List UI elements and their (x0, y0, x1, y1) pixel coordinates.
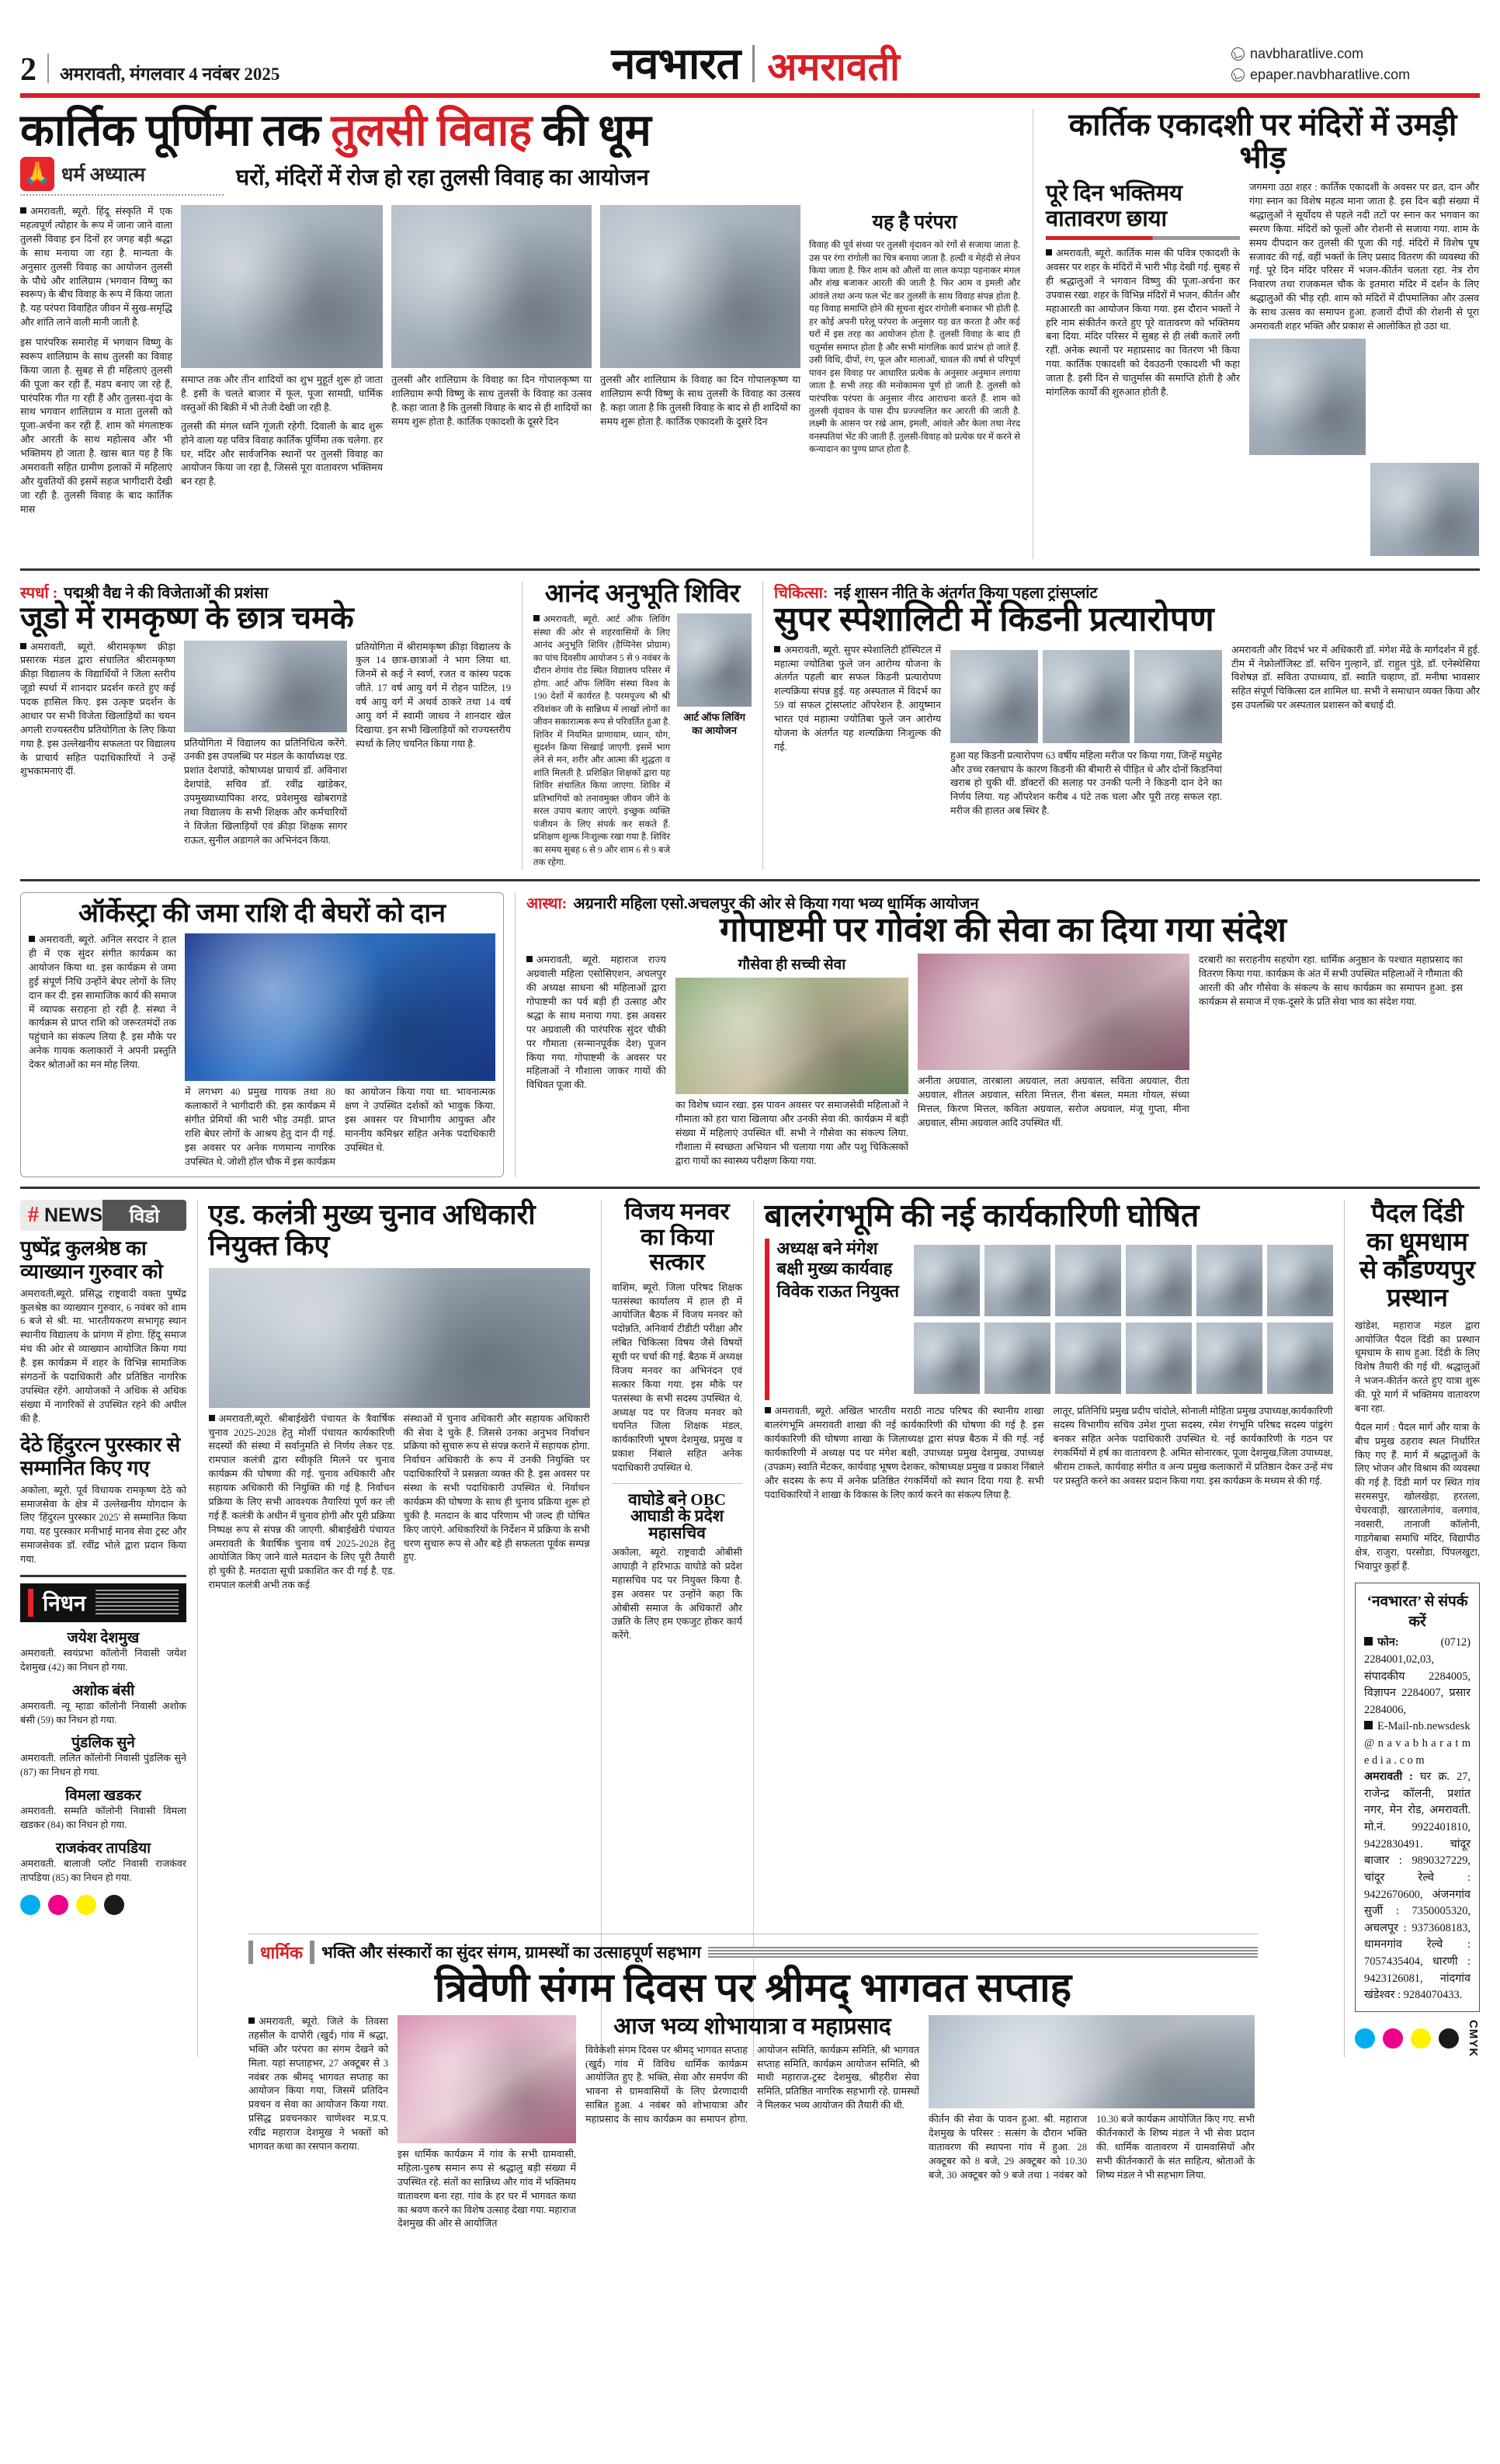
kalantri-photo (209, 1268, 590, 1408)
magenta-dot-icon (1383, 2028, 1403, 2049)
balrangbhumi-headline: बालरंगभूमि की नई कार्यकारिणी घोषित (764, 1197, 1200, 1234)
magenta-dot-icon (48, 1895, 68, 1915)
masthead-urls (1231, 43, 1480, 85)
dindi-col2: पैदल मार्ग : पैदल मार्ग और यात्रा के बीच प्रमुख ठहराव स्थल निर्धारित किए गए हैं. मार्ग में श्रद्धालुओं के लिए भोजन और विश्राम की व्यवस्था की गई है. दिंडी मार्ग पर स्थित गांव सरमसपुर, खोलखेड़ा, हरतला, चेचरवाड़ी, खारतालेगांव, वलगांव, नवसारी, तानाजी कॉलोनी, गाडगेबाबा समाधि मंदिर, विद्यापीठ क्षेत्र, राजुरा, परसोडा, पिंपलखुटा, भिवापुर कुर्हा हैं. (1355, 1421, 1481, 1572)
namaste-icon: 🙏 (20, 157, 54, 191)
lead-photo-3 (600, 205, 800, 368)
kalantri-col1: अमरावती,ब्यूरो. श्रीबाईखेरी पंचायत के त्रैवार्षिक चुनाव 2025-2028 हेतु मोर्शी पंचायत कार्यकारिणी सदस्यों की संस्था में सर्वानुमति से निर्णय लेकर एड. रामपाल कलंत्री द्वारा स्वीकृति मिलने पर चुनाव कार्यक्रम की घोषणा की गई. चुनाव अधिकारी और सहायक अधिकारी की नियुक्ति की गई है. निर्वाचन प्रक्रिया के लिए सभी आवश्यक तैयारियां पूर्ण कर ली गई हैं. कलंत्री के अधीन में चुनाव होगी और पूरी प्रक्रिया निष्पक्ष रूप से संपन्न की जाएगी. श्रीबाईखेरी पंचायत अमरावती के त्रैवार्षिक चुनाव वर्ष 2025-2028 हेतु आयोजित किए जाने वाले मतदान के लिए पूरी तैयारी हो चुकी है. मतदाता सूची प्रकाशित कर दी गई है. एड. रामपाल कलंत्री अभी तक कई (208, 1413, 395, 1591)
portrait (1043, 650, 1130, 743)
section-divider (612, 1483, 742, 1484)
list-item (20, 1732, 186, 1780)
right-photo-1 (1249, 339, 1366, 455)
orchestra-col1: अमरावती, ब्यूरो. अनिल सरदार ने हाल ही में एक सुंदर संगीत कार्यक्रम का आयोजन किया था. इस कार्यक्रम से जमा हुई संपूर्ण निधि उन्होंने बेघर लोगों के लिए दान कर दी. इस सामाजिक कार्य की समाज में व्यापक सराहना हो रही है. संस्था ने कार्यक्रम से प्राप्त राशि को जरूरतमंदों तक पहुंचाने का संकल्प लिया है. इस मौके पर अनेक गायक कलाकारों ने अपनी प्रस्तुति देकर श्रोताओं का मन मोह लिया. (29, 934, 176, 1071)
tradition-text: विवाह की पूर्व संध्या पर तुलसी वृंदावन को रंगों से सजाया जाता है. उस पर रंगा रांगोली का चित्र बनाया जाता है. हल्दी व मेहंदी से लेपन किया जाता है. फिर शाम को औलों या लाल कपड़ा पहनाकर मंगल और शंख बजाकर आरती की जाती है. फिर आम व इमली और आंवले तथा अन्य फल भेंट कर तुलसी के साथ विवाह संपन्न होता है. यह विवाह समाप्ति होने की सूचना सुंदर रांगोली बनाकर भी होती है. हर कोई अपनी घरेलू परंपरा के अनुसार यह व्रत करता है और कई घरों में इस तरह का आयोजन होता है. तुलसी विवाह के बाद ही चतुर्मास समाप्त होता है और सभी मांगलिक कार्य प्रारंभ हो जाते हैं. उसी विधि, दीपों, रंग, फूल और मालाओं, चावल की वर्षा से परिपूर्ण पावन इस विवाह पर आधारित प्रत्येक के अनुसार अनुमान लगाया जाता है. सभी तरह की मनोकामना पूर्ण हो जाती है. तुलसी को पारंपरिक परंपरा के अनुसार नीरद आराधना करते हैं. शाम को तुलसी वृंदावन के पास दीप प्रज्ज्वलित कर आरती की जाती है. लक्ष्मी के आसन पर रखे आम, इमली, आंवले और केला तथा नेरद वनस्पतियां भेंट की जाती हैं. तुलसी-विवाह को प्रत्येक घर में करने से कन्यादान का पुण्य प्राप्त होता है. (809, 240, 1020, 455)
obit-name: विमला खडकर (65, 1788, 141, 1805)
right-accent-rule (1046, 236, 1240, 240)
anand-photo (677, 613, 752, 707)
lead-col-4 (600, 205, 800, 516)
bhagwat-col1: अमरावती, ब्यूरो. जिले के तिवसा तहसील के दापोरी (खुर्द) गांव में श्रद्धा, भक्ति और परंपरा का संगम देखने को मिला. यहां सप्ताहभर, 27 अक्टूबर से 3 नवंबर तक श्रीमद् भागवत सप्ताह का आयोजन किया गया, जिसमें प्रतिदिन प्रवचन व सेवा का आयोजन किया गया. प्रसिद्ध प्रवचनकार चाणेश्वर म.प्र.प. रवींद्र महाराज देशमुख ने भक्तों को भागवत कथा का रसपान कराया. (248, 2016, 388, 2152)
list-item (20, 1837, 186, 1885)
orchestra-frame (20, 892, 504, 1178)
waghode-text: अकोला, ब्यूरो. राष्ट्रवादी ओबीसी आघाड़ी ने हरिभाऊ वाघोडे को प्रदेश महासचिव पद पर नियुक्त किया है. इस अवसर पर उन्होंने कहा कि ओबीसी समाज के अधिकारों और उन्नति के लिए हम एकजुट होकर कार्य करेंगे. (612, 1547, 742, 1642)
bullet-square-icon (209, 1415, 215, 1421)
masthead-left (20, 52, 280, 89)
divider (47, 54, 49, 83)
kicker-bar-icon (248, 1941, 253, 1964)
bhagwat-headline: त्रिवेणी संगम दिवस पर श्रीमद् भागवत सप्ताह (434, 1966, 1072, 2010)
judo-kicker-text: पद्मश्री वैद्य ने की विजेताओं की प्रशंसा (64, 584, 269, 602)
right-headline: कार्तिक एकादशी पर मंदिरों में उमड़ी भीड़ (1068, 107, 1457, 175)
anand-box-label: आर्ट ऑफ लिविंग का आयोजन (683, 711, 745, 736)
judo-col3: प्रतियोगिता में श्रीरामकृष्ण क्रीड़ा विद्यालय के कुल 14 छात्र-छात्राओं ने भाग लिया था. जिनमें से कई ने स्वर्ण, रजत व कांस्य पदक जीते. 17 वर्ष आयु वर्ग में रोहन पाटिल, 19 वर्ष आयु वर्ग में अथर्व ठाकरे तथा 14 वर्ष आयु वर्ग में स्वामी जाधव ने शानदार खेल दिखाया. इन सभी खिलाड़ियों को राज्यस्तरीय स्पर्धा के लिए चयनित किया गया है. (356, 641, 511, 749)
column-divider (1344, 1200, 1345, 2057)
website-url: navbharatlive.com (1250, 46, 1364, 61)
lead-photo-2 (391, 205, 592, 368)
right-col1-para: अमरावती, ब्यूरो. कार्तिक मास की पवित्र एकादशी के अवसर पर शहर के मंदिरों में भारी भीड़ देखी गई. सुबह से ही श्रद्धालुओं ने भगवान विष्णु की पूजा-अर्चना कर उपवास रखा. शहर के विभिन्न मंदिरों में भजन, कीर्तन और महाआरती का आयोजन किया गया. इस दौरान भक्तों ने हरि नाम संकीर्तन करते हुए पूरे वातावरण को भक्तिमय बना दिया. मंदिर परिसर में सुबह से ही लंबी कतारें लगी रहीं. अनेक स्थानों पर महाप्रसाद का वितरण भी किया गया. कार्तिक एकादशी को देवउठनी एकादशी भी कहा जाता है. इसी दिन से चातुर्मास की समाप्ति होती है और मांगलिक कार्यों की शुरुआत होती है. (1045, 248, 1240, 398)
kalantri-headline: एड. कलंत्री मुख्य चुनाव अधिकारी नियुक्त किए (208, 1199, 536, 1262)
band-divider-2 (20, 879, 1480, 881)
balrangbhumi-subheads (765, 1239, 905, 1400)
portrait (984, 1322, 1050, 1394)
bhagwat-kicker (248, 1941, 1258, 1964)
portrait (914, 1322, 980, 1394)
obit-text: अमरावती. न्यू म्हाडा कॉलोनी निवासी अशोक बंसी (59) का निधन हो गया. (20, 1700, 186, 1725)
stripe-decoration (708, 1947, 1258, 1958)
gopashtami-story (526, 892, 1480, 1178)
kidney-kicker-text: नई शासन नीति के अंतर्गत किया पहला ट्रांसप्लांट (834, 584, 1098, 602)
balrangbhumi-col1: अमरावती, ब्यूरो. अखिल भारतीय मराठी नाट्य परिषद की स्थानीय शाखा बालरंगभूमि अमरावती शाखा की नई कार्यकारिणी की घोषणा की गई है. इस कार्यकारिणी की घोषणा शाखा के जिलाध्यक्ष द्वारा संपन्न बैठक में की गई. नई कार्यकारिणी में अध्यक्ष पद पर मंगेश बक्षी, उपाध्यक्ष प्रमुख देशमुख, उपाध्यक्ष (उपक्रम) स्वाति मेंटकर, कार्यवाह भूषण देशकर, कोषाध्यक्ष प्रमुख व प्रकाश निंबाले और सदस्य के रूप में अनेक प्रतिष्ठित रंगकर्मियों को स्थान दिया गया है. सभी पदाधिकारियों ने शाखा के विकास के लिए कार्य करने का संकल्प लिया है. (764, 1406, 1044, 1500)
column-divider (515, 892, 516, 1178)
brand-block (280, 40, 1231, 89)
balrangbhumi-portraits-row2 (914, 1322, 1333, 1394)
lead-headline-highlight: तुलसी विवाह (331, 106, 532, 155)
manwar-story (612, 1200, 742, 2057)
anand-col1: अमरावती, ब्यूरो. आर्ट ऑफ लिविंग संस्था की ओर से शहरवासियों के लिए आनंद अनुभूति शिविर (हैप्पिनेस प्रोग्राम) का पांच दिवसीय आयोजन 5 से 9 नवंबर के दौरान शेगांव रोड स्थित विद्यालय परिसर में होगा. आर्ट ऑफ लिविंग संस्था विश्व के 190 देशों में कार्यरत है. परमपूज्य श्री श्री रविशंकर जी के सान्निध्य में लाखों लोगों का जीवन सकारात्मक रूप से परिवर्तित हुआ है. शिविर में नियमित प्राणायाम, ध्यान, योग, सुदर्शन क्रिया सिखाई जाएगी. इसमें भाग लेने से मन, शरीर और आत्मा की शुद्धता व शांति मिलती है. प्रशिक्षित शिक्षकों द्वारा यह शिविर संचालित किया जाएगा. शिविर में प्रतिभागियों को तनावमुक्त जीवन जीने के सरल उपाय बताए जाएंगे. इच्छुक व्यक्ति पंजीयन के लिए संपर्क कर सकते हैं. प्रशिक्षण शुल्क निःशुल्क रखा गया है. शिविर का समय सुबह 6 से 9 और शाम 6 से 9 बजे तक रहेगा. (533, 614, 671, 868)
news-video-column (20, 1200, 186, 2057)
obit-text: अमरावती. स्वयंप्रभा कॉलोनी निवासी जयेश देशमुख (42) का निधन हो गया. (20, 1647, 186, 1673)
bhagwat-photo-1 (398, 2015, 576, 2143)
kalantri-story (209, 1200, 590, 2057)
video-label[interactable]: विडो (102, 1200, 186, 1231)
list-item (20, 1785, 186, 1833)
lead-headline-part2: की धूम (531, 106, 651, 155)
balrangbhumi-portraits-row1 (914, 1245, 1333, 1316)
section-label-row (20, 157, 1020, 196)
kidney-col3: अमरावती और विदर्भ भर में अधिकारी डॉ. मंगेश मेंढे के मार्गदर्शन में हुई. टीम में नेफ्रोलॉजिस्ट डॉ. सचिन गुल्हाने, डॉ. राहुल पुंडे, डॉ. एनेस्थेसिया विशेषज्ञ डॉ. सविता उपाध्याय, डॉ. स्वाति चव्हाण, डॉ. मनीषा भावसार सहित संपूर्ण चिकित्सा दल शामिल था. सभी ने समाधान व्यक्त किया और इस उपलब्धि पर अस्पताल प्रशासन को बधाई दी. (1231, 644, 1480, 711)
gopashtami-kicker-tag: आस्था: (526, 895, 568, 912)
contact-box (1355, 1583, 1480, 2011)
balrangbhumi-story (764, 1197, 1333, 2057)
column-divider (601, 1200, 602, 2057)
obit-name: अशोक बंसी (71, 1682, 135, 1699)
balrangbhumi-col2: लातूर, प्रतिनिधि प्रमुख प्रदीप चांदोले, सोनाली मोहिता प्रमुख उपाध्यक्ष,कार्यकारिणी सदस्य विभागीय सचिव उमेश गुप्ता सदस्य, रमेश रंगभूमि परिषद सदस्य पांडुरंग बनकर सहित अनेक पदाधिकारी उपस्थित थे. नई कार्यकारिणी के गठन पर रंगकर्मियों में हर्ष का वातावरण है. अमित सोनारकर, पूजा देशमुख,जिला उपाध्यक्ष, श्रीराम टाकले, कार्यवाह संगीत व अन्य प्रमुख कलाकारों में प्रतिष्ठान देकर उन्हें मंच पर प्रस्तुति करने का अवसर प्रदान किया गया. इस कार्यक्रम के मध्यम से की गई. (1053, 1406, 1333, 1486)
portrait (1196, 1245, 1262, 1316)
lead-col3-para: तुलसी और शालिग्राम के विवाह का दिन गोपालकृष्ण या शालिग्राम रूपी विष्णु के साथ तुलसी के विवाह का उत्सव है. कहा जाता है कि तुलसी विवाह के बाद से ही शादियों का समय शुरू होता है. कार्तिक एकादशी के दूसरे दिन (391, 374, 592, 427)
portrait (1134, 650, 1222, 743)
news-tag-left (20, 1200, 102, 1231)
manwar-text: वाशिम, ब्यूरो. जिला परिषद शिक्षक पतसंस्था कार्यालय में हाल ही में आयोजित बैठक में विजय मनवर को पदोन्नति, अनिवार्य टीडीटी परीक्षा और लंबित चिकित्सा विषय जैसे विषयों सूची पर चर्चा की गई. बैठक में अध्यक्ष विजय मनवर का अभिनंदन एवं सत्कार किया गया. इस मौके पर पतसंस्था के सभी सदस्य उपस्थित थे. अध्यक्ष पद पर विजय मनवर को चयनित जिला शिक्षक मंडल, कार्यकारिणी भूषण देशमुख, प्रमुख व प्रकाश निंबाले सहित अनेक पदाधिकारी उपस्थित थे. (612, 1281, 742, 1473)
lead-subheadline: घरों, मंदिरों में रोज हो रहा तुलसी विवाह का आयोजन (236, 165, 649, 191)
gopashtami-photo (675, 978, 908, 1094)
lead-headline (20, 106, 1020, 155)
brand-edition: अमरावती (767, 44, 900, 89)
bhagwat-kicker-tag: धार्मिक (260, 1943, 303, 1962)
bullet-square-icon (1364, 1637, 1373, 1646)
obituary-header (20, 1583, 186, 1622)
anand-shivir-story (533, 579, 752, 870)
brand-divider (752, 45, 755, 82)
bullet-square-icon (29, 936, 35, 942)
bhagwat-subheadline: आज भव्य शोभायात्रा व महाप्रसाद (613, 2014, 891, 2040)
portrait (1055, 1322, 1121, 1394)
gopashtami-kicker (526, 892, 1480, 913)
portrait (1196, 1322, 1262, 1394)
globe-icon (1231, 68, 1245, 82)
portrait (1126, 1245, 1192, 1316)
anand-headline: आनंद अनुभूति शिविर (544, 579, 741, 608)
judo-col2: प्रतियोगिता में विद्यालय का प्रतिनिधित्व करेंगे. उनकी इस उपलब्धि पर मंडल के कार्याध्यक्ष एड. प्रशांत देशपांडे, कोषाध्यक्ष प्राचार्य डॉ. अविनाश देशपांडे, सचिव डॉ. रवींद्र खांडेकर, उपमुख्याध्यापिका शरद, प्रवेशमुख खोबरागडे तथा विद्यालय के सभी शिक्षक और कर्मचारियों ने विजेता खिलाड़ियों एवं क्रीड़ा शिक्षक सागर राऊत, सुनील अडागले का अभिनंदन किया. (184, 737, 347, 846)
right-col2-para: जगमगा उठा शहर : कार्तिक एकादशी के अवसर पर व्रत, दान और गंगा स्नान का विशेष महत्व माना जाता है. इस दिन बड़ी संख्या में श्रद्धालुओं ने सूर्योदय से पहले नदी तटों पर स्नान कर भगवान का स्मरण किया. मंदिरों को फूलों और रोशनी से सजाया गया. शाम के समय दीपदान कर तुलसी की पूजा की गई. मंदिरों में विशेष पूष सजावट की गई, वहीं भक्तों के लिए प्रसाद वितरण की व्यवस्था की गई. पूरे दिन मंदिर परिसर में भजन-कीर्तन चलता रहा. नेत्र रोग निवारण तथा राजकमल चौक के इतमारा मंदिर में दर्शन के लिए श्रद्धालुओं की भीड़ रही. शाम को मंदिरों में दीपमालिका और उत्सव के साथ उत्सव का समापन हुआ. हजारों दीपों की रोशनी से पूरा अमरावती शहर भक्ति और प्रकाश से आलोकित हो उठा था. (1248, 182, 1479, 332)
kidney-kicker (774, 582, 1480, 603)
bullet-square-icon (774, 646, 780, 652)
news-label: NEWS (44, 1204, 102, 1226)
dharm-adhyatm-badge (20, 157, 224, 191)
bullet-square-icon (248, 2017, 255, 2024)
stripe-decoration (95, 1590, 179, 1616)
dotted-rule (20, 194, 224, 196)
obit-text: अमरावती. ललित कॉलोनी निवासी पुंडलिक सुने (87) का निधन हो गया. (20, 1753, 186, 1778)
masthead (20, 0, 1480, 89)
obituary-title: निधन (43, 1591, 86, 1616)
lead-columns (20, 205, 1020, 516)
balrangbhumi-sub1: अध्यक्ष बने मंगेश बक्षी मुख्य कार्यवाह (776, 1239, 893, 1278)
lead-photo-1 (181, 205, 383, 368)
kidney-kicker-tag: चिकित्सा: (774, 584, 828, 602)
black-dot-icon (1439, 2028, 1459, 2049)
epaper-url-row[interactable] (1231, 64, 1480, 85)
section-label: धर्म अध्यात्म (61, 165, 146, 186)
right-subheadline: पूरे दिन भक्तिमय वातावरण छाया (1045, 181, 1182, 231)
band-three (20, 892, 1480, 1178)
right-photo-2 (1370, 463, 1479, 556)
lead-col-2 (181, 205, 383, 516)
bhagwat-col3: विवेकेशी संगम दिवस पर श्रीमद् भागवत सप्ताह (खुर्द) गांव में विविध धार्मिक कार्यक्रम आयोजित हुए है. भक्ति, सेवा और समर्पण की भावना से ग्रामवासियों के लिए प्रेरणादायी साबित हुआ. 4 नवंबर को शोभायात्रा और महाप्रसाद के साथ कार्यक्रम का समापन होगा. आयोजन समिति, कार्यक्रम समिति, श्री भागवत सप्ताह समिति, कार्यक्रम आयोजन समिति, श्री माधी महाराज-ट्रस्ट देशमुख, श्रीहरीश सेवा समिति, प्रतिष्ठित नागरिक सहभागी रहे. ग्रामस्थों ने मिलकर भव्य आयोजन की तैयारी की थी. (585, 2044, 919, 2125)
brand-title: नवभारत (611, 40, 741, 89)
lead-story (20, 106, 1020, 559)
obituary-list (20, 1627, 186, 1885)
pushpendra-headline: पुष्पेंद्र कुलश्रेष्ठ का व्याख्यान गुरुवार को (20, 1237, 163, 1283)
portrait (1267, 1245, 1333, 1316)
judo-kicker (20, 582, 511, 603)
lead-col1b-para: इस पारंपरिक समारोह में भगवान विष्णु के स्वरूप शालिग्राम के साथ तुलसी का विवाह किया जाता है. सुबह से ही महिलाएं तुलसी की पूजा कर रही हैं, मंडप बनाए जा रहे हैं, पारंपरिक गीत गा रही हैं और तुलसा-वृंदा के साथ भगवान शालिग्राम व माता तुलसी को पूजा-अर्चना कर रही हैं. शाम को मंगलाष्टक और आरती के साथ महोत्सव और भी भक्तिमय हो जाता है. खास बात यह है कि अमरावती सहित ग्रामीण इलाकों में महिलाएं और युवतियों की इसमें सहज भागीदारी देखी जा रही है. तुलसी विवाह के बाद कार्तिक मास (20, 337, 172, 515)
bullet-square-icon (526, 956, 533, 962)
bullet-square-icon (20, 207, 26, 214)
lead-col-3 (391, 205, 592, 516)
black-dot-icon (104, 1895, 124, 1915)
bhagwat-col2: इस धार्मिक कार्यक्रम में गांव के सभी ग्रामवासी, महिला-पुरुष समान रूप से श्रद्धालु बड़ी संख्या में उपस्थित रहे. संतों का सान्निध्य और गांव में भक्तिमय वातावरण बना रहा. गांव के हर घर में भागवत कथा का श्रवण करने का विशेष उत्साह देखा गया. महाराज देशमुख की ओर से आयोजित (398, 2149, 576, 2229)
cyan-dot-icon (20, 1895, 40, 1915)
bullet-square-icon (533, 615, 540, 621)
hash-icon: # (28, 1203, 39, 1228)
gopashtami-col3: अनीता अग्रवाल, तारबाला अग्रवाल, लता अग्रवाल, सविता अग्रवाल, रीता अग्रवाल, शीतल अग्रवाल, सरिता मित्तल, रीना बंसल, ममता गोयल, संध्या मित्तल, किरण मित्तल, कविता अग्रवाल, सरोज अग्रवाल, मंजू गुप्ता, मीना अग्रवाल, सीमा अग्रवाल आदि उपस्थित थीं. (917, 1076, 1189, 1129)
bullet-square-icon (1364, 1721, 1373, 1729)
right-top-story (1046, 109, 1480, 559)
website-url-row[interactable] (1231, 43, 1480, 64)
portrait (1126, 1322, 1192, 1394)
manwar-headline: विजय मनवर का किया सत्कार (624, 1199, 730, 1276)
globe-icon (1231, 47, 1245, 61)
judo-col1: अमरावती, ब्यूरो. श्रीरामकृष्ण क्रीड़ा प्रसारक मंडल द्वारा संचालित श्रीरामकृष्ण क्रीड़ा विद्यालय के विद्यार्थियों ने जिला स्तरीय जूडो स्पर्धा में शानदार प्रदर्शन करते हुए कई पदक हासिल किए. इस उत्कृष्ट प्रदर्शन के आधार पर सभी विजेता खिलाड़ियों का चयन अगली राज्यस्तरीय प्रतियोगिता के लिए किया गया है. इस उल्लेखनीय सफलता पर विद्यालय के प्राचार्य सहित पदाधिकारियों ने उन्हें शुभकामनाएं दीं. (20, 641, 175, 777)
band-four (20, 1197, 1481, 2057)
bullet-square-icon (20, 643, 26, 649)
portrait (914, 1245, 980, 1316)
tradition-box (809, 205, 1020, 516)
waghode-headline: वाघोडे बने OBC आघाडी के प्रदेश महासचिव (628, 1489, 726, 1542)
gopashtami-col4: दरबारी का सराहनीय सहयोग रहा. धार्मिक अनुष्ठान के पश्चात महाप्रसाद का वितरण किया गया. कार्यक्रम के अंत में सभी उपस्थित महिलाओं ने गौमाता की आरती की और गौसेवा के संकल्प के साथ कार्यक्रम का समापन हुआ. इस कार्यक्रम से समाज में एक-दूसरे के प्रति सेवा भाव का संदेश गया. (1198, 954, 1463, 1008)
kidney-story (774, 582, 1480, 870)
bullet-square-icon (1046, 249, 1052, 255)
yellow-dot-icon (1411, 2028, 1431, 2049)
judo-headline: जूडो में रामकृष्ण के छात्र चमके (20, 599, 354, 635)
column-divider (197, 1200, 198, 2057)
contact-address: अमरावती : घर क्र. 27, राजेन्द्र कॉलनी, प्रशांत नगर, मेन रोड, अमरावती. मो.नं. 9922401810, 9422830491. चांदूर बाजार : 9890327229, चांदूर रेल्वे : 9422670600, अंजनगांव सुर्जी : 7350005320, अचलपूर : 9373608183, धामनगांव रेल्वे : 7057435404, धारणी : 9423126081, नांदगांव खंडेश्वर : 9284070433. (1364, 1771, 1471, 2002)
cmyk-registration-marks (20, 1895, 186, 1915)
cmyk-label: CMYK (1467, 2019, 1481, 2057)
judo-photo (184, 641, 347, 732)
gopashtami-caption-title: गौसेवा ही सच्ची सेवा (738, 957, 846, 974)
dindi-col1: खांडेश, महाराज मंडल द्वारा आयोजित पैदल दिंडी का प्रस्थान धूमधाम के साथ हुआ. दिंडी के लिए विशेष तैयारी की गई थी. श्रद्धालुओं ने भजन-कीर्तन करते हुए यात्रा शुरू की. पूरे मार्ग में भक्तिमय वातावरण बना रहा. (1355, 1319, 1481, 1414)
lead-col2b-para: तुलसी की मंगल ध्वनि गूंजती रहेगी. दिवाली के बाद शुरू होने वाला यह पवित्र विवाह कार्तिक पूर्णिमा तक चलेगा. हर घर, मंदिर और सार्वजनिक स्थानों पर तुलसी विवाह का आयोजन किया जा रहा है, जिससे पूरा वातावरण भक्तिमय बन रहा है. (181, 420, 383, 488)
contact-title: ‘नवभारत’ से संपर्क करें (1366, 1593, 1468, 1631)
kidney-col2: हुआ यह किडनी प्रत्यारोपण 63 वर्षीय महिला मरीज पर किया गया, जिन्हें मधुमेह और उच्च रक्तचाप के कारण किडनी की बीमारी से पीड़ित थे और दोनों किडनियां खराब हो चुकी थीं. डॉक्टरों की सलाह पर उनकी पत्नी ने किडनी दान देने का निर्णय लिया. यह ऑपरेशन करीब 4 घंटे तक चला और पूरी तरह सफल रहा. मरीज की हालत अब स्थिर है. (950, 749, 1222, 817)
list-item (20, 1627, 186, 1675)
portrait (1055, 1245, 1121, 1316)
bhagwat-photo-2 (929, 2015, 1255, 2108)
pushpendra-text: अमरावती,ब्यूरो. प्रसिद्ध राष्ट्रवादी वक्ता पुष्पेंद्र कुलश्रेष्ठ का व्याख्यान गुरुवार, 6 नवंबर को शाम 6 बजे से श्री. मा. भारतीयकरण सभागृह स्थान स्थानीय विद्यालय के प्रांगण में होगा. हिंदू समाज मंच की ओर से व्याख्यान आयोजित किया गया है. इस कार्यक्रम में शहर के विभिन्न सामाजिक संगठनों के पदाधिकारी और प्रतिष्ठित नागरिक उपस्थित रहेंगे. आयोजकों ने अधिक से अधिक संख्या में नागरिकों से उपस्थित रहने की अपील की है. (20, 1288, 186, 1424)
list-item (20, 1680, 186, 1728)
judo-kicker-tag: स्पर्धा : (20, 584, 58, 602)
gopashtami-photo-2 (918, 954, 1189, 1070)
orchestra-headline: ऑर्केस्ट्रा की जमा राशि दी बेघरों को दान (78, 898, 446, 928)
lead-col1-para: अमरावती, ब्यूरो. हिंदू संस्कृति में एक महत्वपूर्ण त्योहार के रूप में जाना जाने वाला तुलसी विवाह इन दिनों हर जगह बड़ी श्रद्धा के साथ मनाया जा रहा है. मान्यता के अनुसार तुलसी विवाह का आयोजन तुलसी के पौधे और शालिग्राम (भगवान विष्णु का स्वरूप) के बीच विवाह के रूप में किया जाता है. यह परंपरा विवाहित जीवन में सुख-समृद्धि और शांति लाने वाली मानी जाती है. (20, 206, 172, 328)
cyan-dot-icon (1355, 2028, 1375, 2049)
dateline: अमरावती, मंगलवार 4 नवंबर 2025 (60, 64, 280, 84)
epaper-url: epaper.navbharatlive.com (1250, 67, 1411, 82)
kicker-bar-icon (310, 1941, 314, 1964)
gopashtami-col1: अमरावती, ब्यूरो. महाराज राज्य अग्रवाली महिला एसोसिएशन, अचलपुर की अध्यक्ष साधना श्री महिलाओं द्वारा गोपाष्टमी का पर्व बड़ी ही उत्साह और श्रद्धा के साथ मनाया गया. इस अवसर पर अग्रवाली की पारंपरिक सुंदर चौकी पर गौमाता (सन्मानपूर्वक देश) पूजन किया गया. गोपाष्टमी के अवसर पर महिलाओं ने गौशाला जाकर गायों की विधिवत पूजा की. (526, 954, 666, 1091)
obit-name: राजकंवर तापडिया (55, 1840, 151, 1857)
bhagwat-col4: कीर्तन की सेवा के पावन हुआ. श्री. महाराज देशमुख के परिसर : सत्संग के दौरान भक्ति वातावरण की स्थापना गांव में हुआ. 28 अक्टूबर को 8 बजे, 29 अक्टूबर को 10.30 बजे, 30 अक्टूबर को 9 बजे तथा 1 नवंबर को 10.30 बजे कार्यक्रम आयोजित किए गए. सभी कीर्तनकारों के शिष्य मंडल ने भी सेवा प्रदान की. धार्मिक वातावरण में ग्रामवासियों और सभी कीर्तनकारों के संत साहित्य, श्रोताओं के शिष्य मंडल ने भी सहभाग लिया. (929, 2114, 1255, 2181)
balrangbhumi-sub2: विवेक राऊत नियुक्त (776, 1281, 900, 1301)
orchestra-story (20, 892, 504, 1178)
column-divider (753, 1200, 754, 2057)
dethe-headline: देठे हिंदुरत्न पुरस्कार से सम्मानित किए गए (20, 1434, 181, 1479)
contact-phone: फोन: (0712) 2284001,02,03, संपादकीय 2284005, विज्ञापन 2284007, प्रसार 2284006, (1364, 1636, 1471, 1716)
gopashtami-col2: का विशेष ध्यान रखा. इस पावन अवसर पर समाजसेवी महिलाओं ने गौमाता को हरा चारा खिलाया और उनकी सेवा की. कार्यक्रम में बड़ी संख्या में महिलाएं उपस्थित थीं. सभी ने गौसेवा का संकल्प लिया. गौशाला में स्वच्छता अभियान भी चलाया गया और पशु चिकित्सकों द्वारा गायों का स्वास्थ्य परीक्षण किया गया. (675, 1100, 908, 1166)
orchestra-col2: में लगभग 40 प्रमुख गायक तथा 80 कलाकारों ने भागीदारी की. इस कार्यक्रम में संगीत प्रेमियों की भारी भीड़ उमड़ी. प्राप्त राशि बेघर लोगों के आश्रय हेतु दान दी गई. इस अवसर पर अनेक गणमान्य नागरिक उपस्थित थे. जोशी हॉल चौक में इस कार्यक्रम का आयोजन किया गया था. भावनात्मक क्षण ने उपस्थित दर्शकों को भावुक किया. इस अवसर पर विभागीय आयुक्त और माननीय कमिश्नर सहित अनेक पदाधिकारी उपस्थित थे. (185, 1086, 495, 1167)
obit-name: जयेश देशमुख (67, 1629, 140, 1646)
lead-headline-part1: कार्तिक पूर्णिमा तक (20, 106, 332, 155)
gopashtami-headline: गोपाष्टमी पर गोवंश की सेवा का दिया गया संदेश (720, 910, 1286, 949)
orchestra-photo (185, 933, 495, 1081)
tradition-title: यह है परंपरा (872, 212, 957, 234)
dindi-story (1355, 1200, 1480, 2057)
page-number: 2 (20, 52, 36, 89)
top-section (20, 98, 1480, 559)
bhagwat-kicker-text: भक्ति और संस्कारों का सुंदर संगम, ग्रामस्थों का उत्साहपूर्ण सहभाग (321, 1943, 701, 1962)
band-five (248, 1934, 1258, 2231)
dindi-headline: पैदल दिंडी का धूमधाम से कौंडण्यपुर प्रस्थान (1359, 1200, 1476, 1313)
lead-col2-para: समाप्त तक और तीन शादियों का शुभ मुहूर्त शुरू हो जाता है. इसी के चलते बाजार में फूल, पूजा सामग्री, धार्मिक वस्तुओं की बिक्री में भी तेजी देखी जा रही है. (181, 374, 383, 413)
dethe-text: अकोला, ब्यूरो. पूर्व विधायक रामकृष्ण देठे को समाजसेवा के क्षेत्र में उल्लेखनीय योगदान के लिए 'हिंदुरत्न पुरस्कार 2025' से सम्मानित किया गया. यह पुरस्कार मनीभाई मानव सेवा ट्रस्ट और समाजसेवक डॉ. रवींद्र भोले द्वारा प्रदान किया गया. (20, 1484, 186, 1566)
band-divider-1 (20, 568, 1480, 571)
red-strip (28, 1589, 33, 1617)
kidney-col1: अमरावती, ब्यूरो. सुपर स्पेशालिटी हॉस्पिटल में महात्मा ज्योतिबा फुले जन आरोग्य योजना के अंतर्गत पहली बार सफल किडनी प्रत्यारोपण शल्यक्रिया संपन्न हुई. यह अस्पताल में विदर्भ का 59 वां सफल ट्रांसप्लांट ऑपरेशन है. आयुष्मान भारत एवं महात्मा ज्योतिबा फुले जन आरोग्य योजना के अंतर्गत यह शल्यक्रिया निःशुल्क की गई. (774, 644, 941, 752)
contact-email[interactable]: E-Mail-nb.newsdesk @ n a v a b h a r a t m e d i a . c o m (1364, 1720, 1471, 1767)
obit-text: अमरावती. सम्मति कॉलोनी निवासी विमला खडकर (84) का निधन हो गया. (20, 1805, 186, 1831)
lead-col-1 (20, 205, 172, 516)
kalantri-col2: संस्थाओं में चुनाव अधिकारी और सहायक अधिकारी की सेवा दे चुके हैं. जिससे उनका अनुभव निर्वाचन प्रक्रिया को सुचारु रूप से संपन्न कराने में सहायक होगा. निर्वाचन अधिकारी के रूप में उनकी नियुक्ति पर पदाधिकारियों ने प्रसन्नता व्यक्त की है. इस अवसर पर संस्था के सभी पदाधिकारी उपस्थित थे. निर्वाचन कार्यक्रम की घोषणा के साथ ही चुनाव प्रक्रिया शुरू हो चुकी है. मतदान के बाद परिणाम भी जल्द ही घोषित किए जाएंगे. अधिकारियों के निर्देशन में प्रक्रिया के सभी चरण सुचारु रूप से और बड़े ही सफलता पूर्वक सम्पन्न हुए. (403, 1413, 590, 1563)
obit-text: अमरावती. बालाजी प्लॉट निवासी राजकंवर तापडिया (85) का निधन हो गया. (20, 1858, 186, 1883)
bullet-square-icon (765, 1407, 771, 1413)
yellow-dot-icon (76, 1895, 96, 1915)
kidney-portraits (950, 650, 1222, 743)
obituary-divider (20, 1575, 186, 1577)
news-video-tag[interactable] (20, 1200, 186, 1231)
cmyk-registration-marks-right (1355, 2020, 1480, 2057)
portrait (950, 650, 1038, 743)
column-divider (762, 582, 763, 870)
band-divider-3 (20, 1187, 1480, 1189)
gopashtami-kicker-text: अग्रनारी महिला एसो.अचलपुर की ओर से किया गया भव्य धार्मिक आयोजन (573, 895, 979, 912)
band-two (20, 579, 1480, 870)
kidney-headline: सुपर स्पेशालिटी में किडनी प्रत्यारोपण (774, 599, 1214, 638)
column-divider (522, 582, 523, 870)
judo-story (20, 582, 511, 870)
portrait (1267, 1322, 1333, 1394)
portrait (984, 1245, 1050, 1316)
obit-name: पुंडलिक सुने (71, 1735, 135, 1752)
lead-col3-dup: तुलसी और शालिग्राम के विवाह का दिन गोपालकृष्ण या शालिग्राम रूपी विष्णु के साथ तुलसी के विवाह का उत्सव है. कहा जाता है कि तुलसी विवाह के बाद से ही शादियों का समय शुरू होता है. कार्तिक एकादशी के दूसरे दिन (600, 374, 800, 427)
